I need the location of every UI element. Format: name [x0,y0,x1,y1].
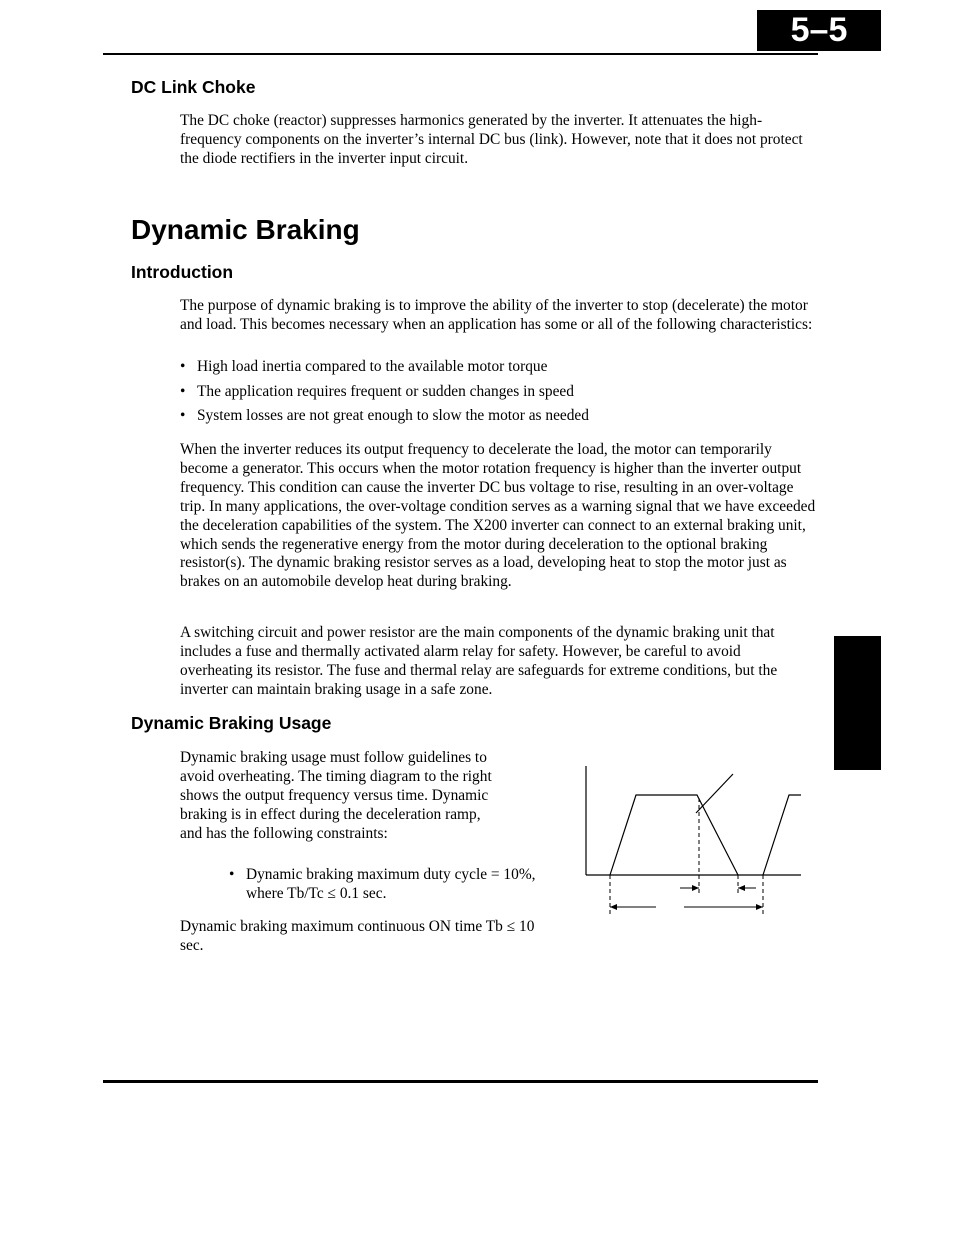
continuous-on-time: Dynamic braking maximum continuous ON time Tb ≤ 10 sec. [180,918,535,954]
timing-diagram [580,762,805,917]
constraint-list [229,866,539,904]
list-item: • System losses are not great enough to slow the motor as needed [180,407,820,426]
list-item: • High load inertia compared to the available motor torque [180,358,820,377]
dynamic-braking-title: Dynamic Braking [131,214,360,245]
dc-link-choke-body: The DC choke (reactor) suppresses harmonics generated by the inverter. It attenuates the high-frequency components on the inverter’s internal DC bus (link). However, note that it does not protect the diode rectifiers in the inverter input circuit. [180,112,803,167]
header-rule [103,53,818,55]
page-number-tab [757,10,881,51]
dynamic-braking-usage-heading: Dynamic Braking Usage [131,713,332,733]
introduction-heading: Introduction [131,262,234,282]
introduction-body: The purpose of dynamic braking is to improve the ability of the inverter to stop (decelerate) the motor and load. This becomes necessary when an application has some or all of the following characteristics: [180,297,813,333]
page-number: 5–5 [790,11,848,49]
list-item: • The application requires frequent or sudden changes in speed [180,383,820,402]
footer-rule [103,1080,818,1083]
chapter-side-tab [834,636,881,770]
pointer-line [696,774,733,813]
characteristics-list [180,358,820,432]
list-item: • Dynamic braking maximum duty cycle = 10%, where Tb/Tc ≤ 0.1 sec. [229,866,539,904]
generator-paragraph: When the inverter reduces its output frequency to decelerate the load, the motor can temporarily become a generator. This occurs when the motor rotation frequency is higher than the inverter output frequency. This condition can cause the inverter DC bus voltage to rise, resulting in an over-voltage trip. In many applications, the over-voltage condition serves as a warning signal that we have exceeded the deceleration capabilities of the system. The X200 inverter can connect to an external braking unit, which sends the regenerative energy from the motor during deceleration to the optional braking resistor(s). The dynamic braking resistor serves as a load, developing heat to stop the motor just as brakes on an automobile develop heat during braking. [180,441,816,591]
next-cycle-profile [763,795,801,875]
frequency-profile [610,795,738,875]
switching-circuit-paragraph: A switching circuit and power resistor are the main components of the dynamic braking unit that includes a fuse and thermally activated alarm relay for safety. However, be careful to avoid overheating its resistor. The fuse and thermal relay are safeguards for extreme conditions, but the inverter can maintain braking usage in a safe zone. [180,624,778,698]
usage-body: Dynamic braking usage must follow guidelines to avoid overheating. The timing diagram to the right shows the output frequency versus time. Dynamic braking is in effect during the deceleration ramp, and has the following constraints: [180,749,492,842]
dc-link-choke-heading: DC Link Choke [131,77,256,97]
